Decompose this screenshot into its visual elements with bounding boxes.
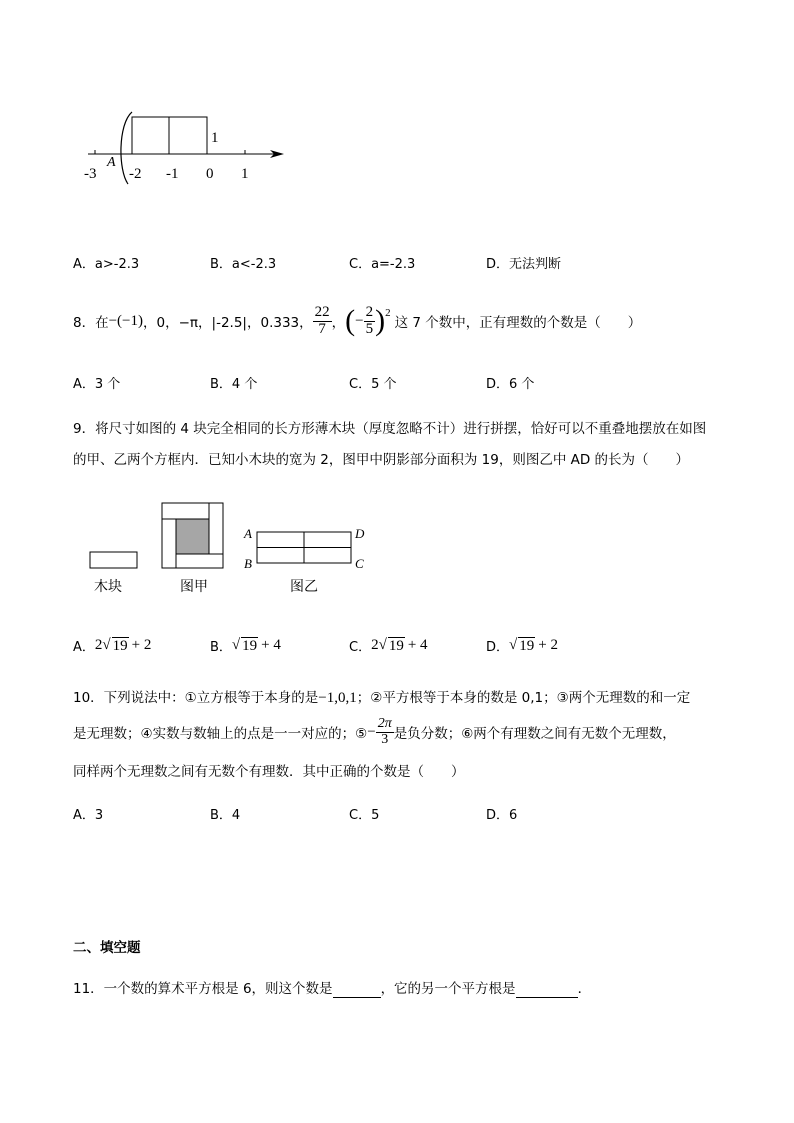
label-block: 木块	[94, 579, 122, 595]
q8-power	[345, 305, 390, 338]
radicand: 19	[388, 637, 404, 654]
option-letter: B．	[210, 640, 232, 655]
radicand: 19	[519, 637, 535, 654]
answer-blank-1[interactable]	[333, 981, 381, 998]
question-11	[73, 977, 591, 998]
option-b[interactable]: B．4 个	[210, 377, 258, 392]
point-a-label: A	[107, 155, 116, 170]
q11-part-3: ．	[577, 981, 592, 997]
q8-suffix: 这 7 个数中，正有理数的个数是（ ）	[394, 315, 642, 331]
unit-square-1	[132, 117, 169, 154]
option-a[interactable]: A．a>-2.3	[73, 257, 140, 272]
option-a[interactable]	[73, 636, 151, 655]
tick-label: 0	[206, 166, 214, 182]
wood-block	[90, 552, 137, 568]
q10-fraction	[376, 717, 394, 747]
q8-list: ，0，−π，|-2.5|，0.333，	[143, 315, 313, 331]
right-paren: )	[375, 304, 386, 337]
option-b[interactable]	[210, 636, 281, 655]
option-d[interactable]: D．6 个	[486, 377, 535, 392]
corner-b-label: B	[244, 556, 252, 571]
option-a[interactable]: A．3	[73, 808, 104, 823]
frame-jia-bottom-block	[176, 554, 223, 568]
q10-text-a: 10．下列说法中：①立方根等于本身的是	[73, 690, 319, 706]
fraction-denominator: 7	[318, 320, 326, 337]
height-label: 1	[211, 130, 219, 146]
option-c[interactable]: C．5	[349, 808, 380, 823]
sqrt-sign: √	[231, 637, 241, 653]
option-a[interactable]: A．3 个	[73, 377, 121, 392]
frame-jia-right-block	[209, 503, 223, 554]
tick-label: 1	[241, 166, 249, 182]
coefficient: 2	[371, 637, 379, 653]
inner-fraction	[364, 305, 376, 338]
fraction-numerator: 2π	[377, 715, 392, 731]
option-letter: D．	[486, 640, 510, 655]
q8-comma: ，	[331, 315, 346, 331]
question-9-line-2: 的甲、乙两个方框内．已知小木块的宽为 2，图甲中阴影部分面积为 19，则图乙中 AD 的长为（ ）	[73, 452, 690, 468]
label-figure-yi: 图乙	[290, 579, 318, 595]
frame-jia-left-block	[162, 519, 176, 568]
question-10-line-2	[73, 712, 676, 752]
corner-c-label: C	[355, 556, 364, 571]
q10-text-b: 是负分数；⑥两个有理数之间有无数个无理数，	[393, 726, 676, 742]
q10-math: −1,0,1	[318, 690, 357, 706]
sqrt-sign: √	[509, 637, 518, 653]
tick-label: -1	[166, 166, 179, 182]
section-title: 二、填空题	[73, 940, 141, 956]
label-figure-jia: 图甲	[180, 579, 208, 595]
tail: + 2	[131, 637, 152, 653]
option-b[interactable]: B．a<-2.3	[210, 257, 277, 272]
option-c[interactable]: C．a=-2.3	[349, 257, 416, 272]
unit-square-2	[169, 117, 207, 154]
q11-part-2: ，它的另一个平方根是	[380, 981, 516, 997]
left-paren: (	[345, 304, 356, 337]
fraction-numerator: 22	[314, 303, 330, 320]
option-d[interactable]	[486, 636, 558, 655]
corner-a-label: A	[244, 526, 252, 541]
minus-sign: −	[355, 312, 364, 329]
tail: + 4	[261, 637, 281, 653]
wood-blocks-figure	[85, 498, 385, 598]
minus-sign: −	[367, 723, 376, 740]
exponent: 2	[385, 306, 391, 319]
question-8	[73, 298, 641, 344]
sqrt-sign: √	[102, 637, 111, 653]
radicand: 19	[242, 637, 258, 654]
q10-text-b: ；②平方根等于本身的数是 0,1；③两个无理数的和一定	[356, 690, 691, 706]
q8-fraction	[313, 305, 332, 338]
q10-text-a: 是无理数；④实数与数轴上的点是一一对应的；⑤	[73, 726, 368, 742]
question-9-line-1: 9．将尺寸如图的 4 块完全相同的长方形薄木块（厚度忽略不计）进行拼摆，恰好可以不重叠地摆放在如图	[73, 421, 707, 437]
option-c[interactable]: C．5 个	[349, 377, 397, 392]
option-letter: A．	[73, 640, 95, 655]
option-b[interactable]: B．4	[210, 808, 241, 823]
answer-blank-2[interactable]	[516, 981, 578, 998]
fraction-denominator: 5	[365, 320, 374, 337]
tail: + 4	[407, 637, 428, 653]
frame-jia-top-block	[162, 503, 209, 519]
number-line-figure	[80, 108, 300, 188]
question-10-line-1	[73, 686, 690, 707]
option-letter: C．	[349, 640, 372, 655]
corner-d-label: D	[355, 526, 365, 541]
q8-math-neg: −(−1)	[108, 312, 144, 329]
q8-prefix: 8．在	[73, 315, 109, 331]
coefficient: 2	[94, 637, 103, 653]
option-c[interactable]	[349, 636, 428, 655]
tail: + 2	[538, 637, 558, 653]
tick-label: -2	[129, 166, 142, 182]
shaded-region	[176, 519, 209, 554]
tick-label: -3	[84, 166, 97, 182]
q11-part-1: 11．一个数的算术平方根是 6，则这个数是	[73, 981, 333, 997]
radicand: 19	[112, 637, 128, 654]
question-10-line-3: 同样两个无理数之间有无数个有理数．其中正确的个数是（ ）	[73, 764, 465, 780]
fraction-numerator: 2	[365, 303, 374, 320]
option-d[interactable]: D．无法判断	[486, 257, 562, 272]
option-d[interactable]: D．6	[486, 808, 518, 823]
fraction-denominator: 3	[381, 731, 389, 747]
sqrt-sign: √	[378, 637, 387, 653]
